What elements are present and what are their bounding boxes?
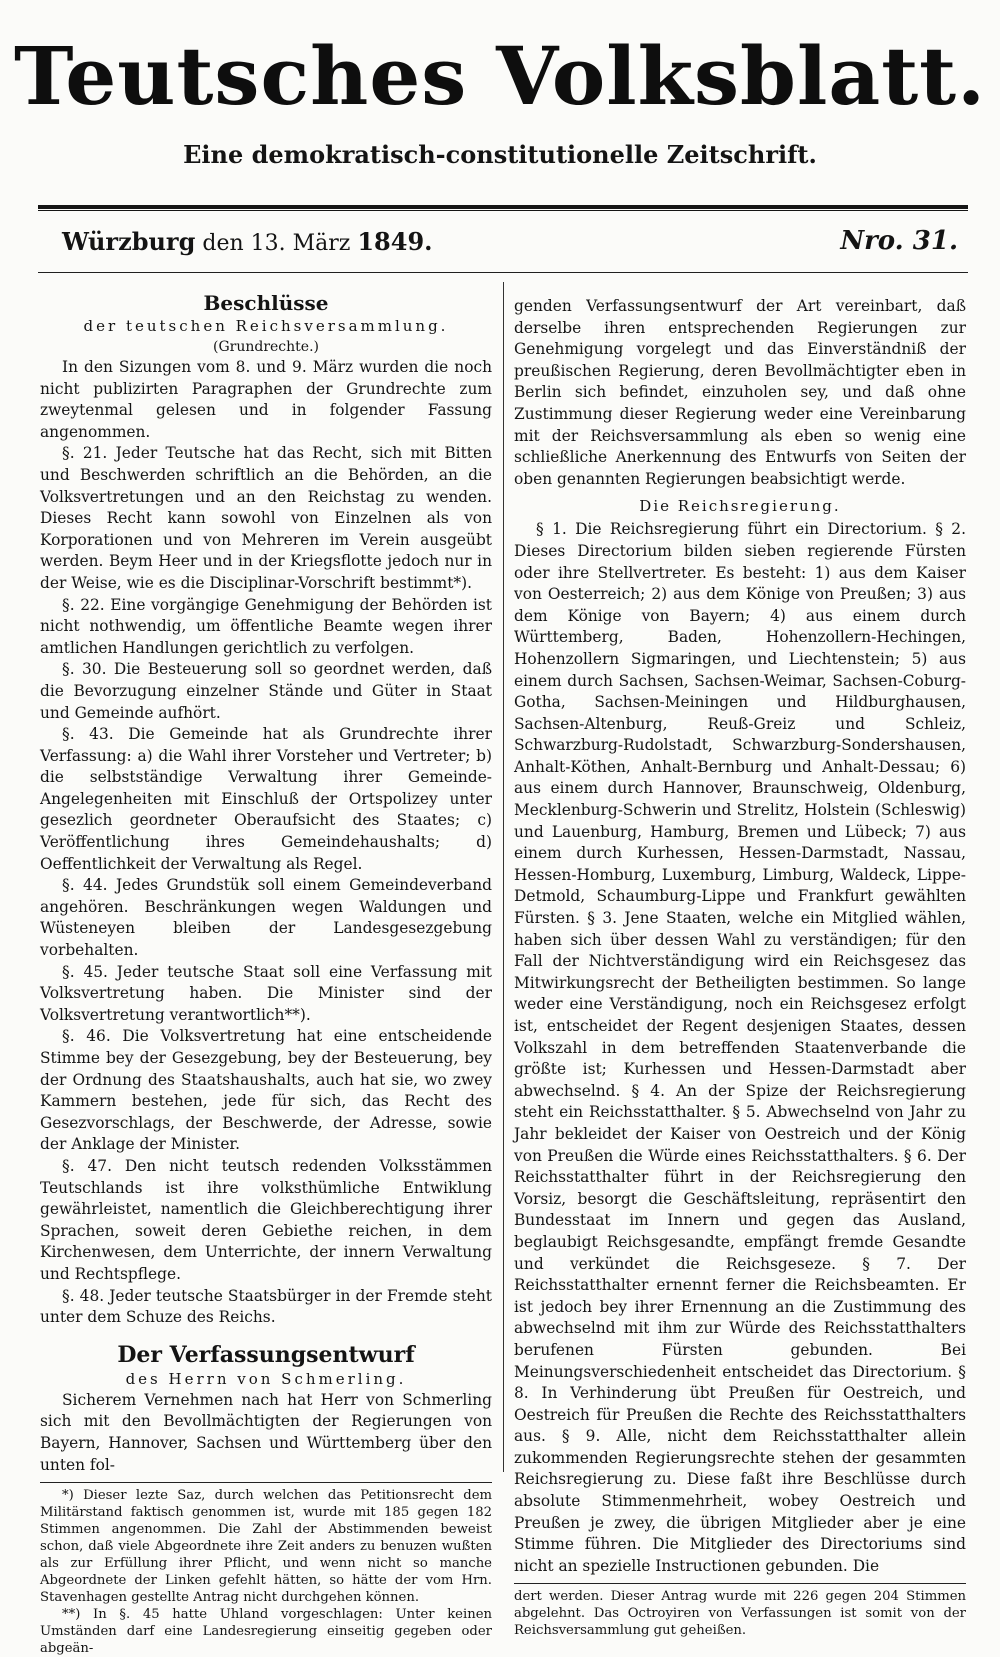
masthead-rule-thin xyxy=(38,210,968,211)
article-paragraph: §. 43. Die Gemeinde hat als Grundrechte ihrer Verfassung: a) die Wahl ihrer Vorsteher und Vertreter; b) die selbstständige Verwaltung ihrer Gemeinde-Angelegenheiten mit Einschluß der Ortspolizey unter gesezlich geordneter Oberaufsicht des Staates; c) Veröffentlichung ihres Gemeindehaushalts; d) Oeffentlichkeit der Verwaltung als Regel. xyxy=(40,725,492,873)
column-divider xyxy=(503,282,504,1472)
article2-paragraph: Sicherem Vernehmen nach hat Herr von Schmerling sich mit den Bevollmächtigten der Regierungen von Bayern, Hannover, Sachsen und Württemberg über den unten fol- xyxy=(40,1390,492,1474)
article-paragraph: §. 46. Die Volksvertretung hat eine entscheidende Stimme bey der Gesezgebung, bey der Besteuerung, bey der Ordnung des Staatshaushalts, auch hat sie, wo zwey Kammern bestehen, jede für sich, das Recht des Gesezvorschlags, der Beschwerde, der Adresse, sowie der Anklage der Minister. xyxy=(40,1027,492,1154)
article-paragraph: §. 45. Jeder teutsche Staat soll eine Verfassung mit Volksvertretung haben. Die Minister sind der Volksvertretung verantwortlich**). xyxy=(40,962,492,1024)
article-paragraph: §. 44. Jedes Grundstük soll einem Gemeindeverband angehören. Beschränkungen wegen Waldungen und Wüsteneyen bleiben der Landesgesezgebung vorbehalten. xyxy=(40,876,492,960)
masthead-rule-thick xyxy=(38,205,968,209)
masthead-title: Teutsches Volksblatt. xyxy=(14,29,986,123)
article-subheading: der teutschen Reichsversammlung. xyxy=(83,317,449,335)
article2-subheading: des Herrn von Schmerling. xyxy=(125,1369,407,1388)
article2-heading: Der Verfassungsentwurf xyxy=(117,1341,415,1368)
article-paragraph: §. 30. Die Besteuerung soll so geordnet werden, daß die Bevorzugung einzelner Stände und Güter in Staat und Gemeinde aufhört. xyxy=(40,660,492,722)
article-note: (Grundrechte.) xyxy=(213,339,319,355)
footnote-rule xyxy=(514,1583,966,1584)
article-paragraph: §. 22. Eine vorgängige Genehmigung der Behörden ist nicht nothwendig, um öffentliche Beamte wegen ihrer amtlichen Handlungen gerichtlich zu verfolgen. xyxy=(40,595,492,657)
left-column xyxy=(40,290,492,1657)
article-heading: Beschlüsse xyxy=(203,291,329,315)
footnote: *) Dieser lezte Saz, durch welchen das Petitionsrecht dem Militärstand faktisch genommen ist, wurde mit 185 gegen 182 Stimmen angenommen. Die Zahl der Abstimmenden beweist schon, daß viele Abgeordnete ihre Zeit anders zu benuzen wußten als zur Erfüllung ihrer Pflicht, und wenn nicht so manche Abgeordnete der Linken gefehlt hätten, so hätte der vom Hrn. Stavenhagen gestellte Antrag nicht durchgehen können. xyxy=(40,1488,492,1606)
dateline-year: 1849. xyxy=(357,227,433,256)
footnote: **) In §. 45 hatte Uhland vorgeschlagen: Unter keinen Umständen darf eine Landesregierung einseitig gegeben oder abgeän- xyxy=(40,1607,492,1657)
issue-number: Nro. 31. xyxy=(840,226,958,256)
dateline xyxy=(62,228,433,258)
footnote-rule xyxy=(40,1482,492,1483)
right-column xyxy=(514,296,966,1639)
masthead-subtitle: Eine demokratisch-constitutionelle Zeitschrift. xyxy=(183,140,817,169)
section-heading: Die Reichsregierung. xyxy=(639,497,841,516)
article-paragraph: In den Sizungen vom 8. und 9. März wurden die noch nicht publizirten Paragraphen der Grundrechte zum zweytenmal gelesen und in folgender Fassung angenommen. xyxy=(40,358,492,441)
dateline-rule xyxy=(38,272,968,273)
article2-paragraph: § 1. Die Reichsregierung führt ein Directorium. § 2. Dieses Directorium bilden sieben regierende Fürsten oder ihre Stellvertreter. Es besteht: 1) aus dem Kaiser von Oesterreich; 2) aus dem Könige von Preußen; 3) aus dem Könige von Bayern; 4) aus einem durch Württemberg, Baden, Hohenzollern-Hechingen, Hohenzollern Sigmaringen, und Liechtenstein; 5) aus einem durch Sachsen, Sachsen-Weimar, Sachsen-Coburg-Gotha, Sachsen-Meiningen und Hildburghausen, Sachsen-Altenburg, Reuß-Greiz und Schleiz, Schwarzburg-Rudolstadt, Schwarzburg-Sondershausen, Anhalt-Köthen, Anhalt-Bernburg und Anhalt-Dessau; 6) aus einem durch Hannover, Braunschweig, Oldenburg, Mecklenburg-Schwerin und Strelitz, Holstein (Schleswig) und Lauenburg, Hamburg, Bremen und Lübeck; 7) aus einem durch Kurhessen, Hessen-Darmstadt, Nassau, Hessen-Homburg, Luxemburg, Limburg, Waldeck, Lippe-Detmold, Schaumburg-Lippe und Frankfurt gewählten Fürsten. § 3. Jene Staaten, welche ein Mitglied wählen, haben sich über dessen Wahl zu verständigen; für den Fall der Nichtverständigung wird ein Reichsgesez das Mitwirkungsrecht der Betheiligten bestimmen. So lange weder eine Verständigung, noch ein Reichsgesez erfolgt ist, entscheidet der Regent desjenigen Staates, dessen Volkszahl in dem betreffenden Staatenverbande die größte ist; Kurhessen und Hessen-Darmstadt aber abwechselnd. § 4. An der Spize der Reichsregierung steht ein Reichsstatthalter. § 5. Abwechselnd von Jahr zu Jahr bekleidet der Kaiser von Oestreich und der König von Preußen die Würde eines Reichsstatthalters. § 6. Der Reichsstatthalter führt in der Reichsregierung den Vorsiz, besorgt die Geschäftsleitung, repräsentirt den Bundesstaat im Innern und gegen das Ausland, beglaubigt Reichsgesandte, empfängt fremde Gesandte und verkündet die Reichsgeseze. § 7. Der Reichsstatthalter ernennt ferner die Reichsbeamten. Er ist jedoch bey ihrer Ernennung an die Zustimmung des abwechselnd mit ihm zur Würde des Reichsstatthalters berufenen Fürsten gebunden. Bei Meinungsverschiedenheit entscheidet das Directorium. § 8. In Verhinderung übt Preußen für Oestreich, und Oestreich für Preußen die Rechte des Reichsstatthalters aus. § 9. Alle, nicht dem Reichsstatthalter allein zukommenden Regierungsrechte stehen der gesammten Reichsregierung zu. Diese faßt ihre Beschlüsse durch absolute Stimmenmehrheit, wobey Oestreich und Preußen je zwey, die übrigen Mitglieder aber je eine Stimme führen. Die Mitglieder des Directoriums sind nicht an spezielle Instructionen gebunden. Die xyxy=(514,520,966,1575)
footnote-continuation: dert werden. Dieser Antrag wurde mit 226 gegen 204 Stimmen abgelehnt. Das Octroyiren von Verfassungen ist somit von der Reichsversammlung gut geheißen. xyxy=(514,1589,966,1639)
article-paragraph: §. 21. Jeder Teutsche hat das Recht, sich mit Bitten und Beschwerden schriftlich an die Behörden, an die Volksvertretungen und an den Reichstag zu wenden. Dieses Recht kann sowohl von Einzelnen als von Korporationen und von Mehreren im Verein ausgeübt werden. Beym Heer und in der Kriegsflotte jedoch nur in der Weise, wie es die Disciplinar-Vorschrift bestimmt*). xyxy=(40,444,492,592)
dateline-date: den 13. März xyxy=(202,231,351,256)
article-paragraph: §. 47. Den nicht teutsch redenden Volksstämmen Teutschlands ist ihre volksthümliche Entwiklung gewährleistet, namentlich die Gleichberechtigung ihrer Sprachen, soweit deren Gebiethe reichen, in dem Kirchenwesen, dem Unterrichte, der innern Verwaltung und Rechtspflege. xyxy=(40,1156,492,1283)
article-paragraph: §. 48. Jeder teutsche Staatsbürger in der Fremde steht unter dem Schuze des Reichs. xyxy=(40,1286,492,1327)
article2-continuation: genden Verfassungsentwurf der Art vereinbart, daß derselbe ihren entsprechenden Regierungen zur Genehmigung vorgelegt und das Einverständniß der preußischen Regierung, deren Bevollmächtigter eben in Berlin sich befindet, einzuholen sey, und daß ohne Zustimmung dieser Regierung weder eine Vereinbarung mit der Reichsversammlung als eben so wenig eine schließliche Anerkennung des Entwurfs von Seiten der oben genannten Regierungen beabsichtigt werde. xyxy=(514,297,966,488)
dateline-city: Würzburg xyxy=(62,227,196,256)
